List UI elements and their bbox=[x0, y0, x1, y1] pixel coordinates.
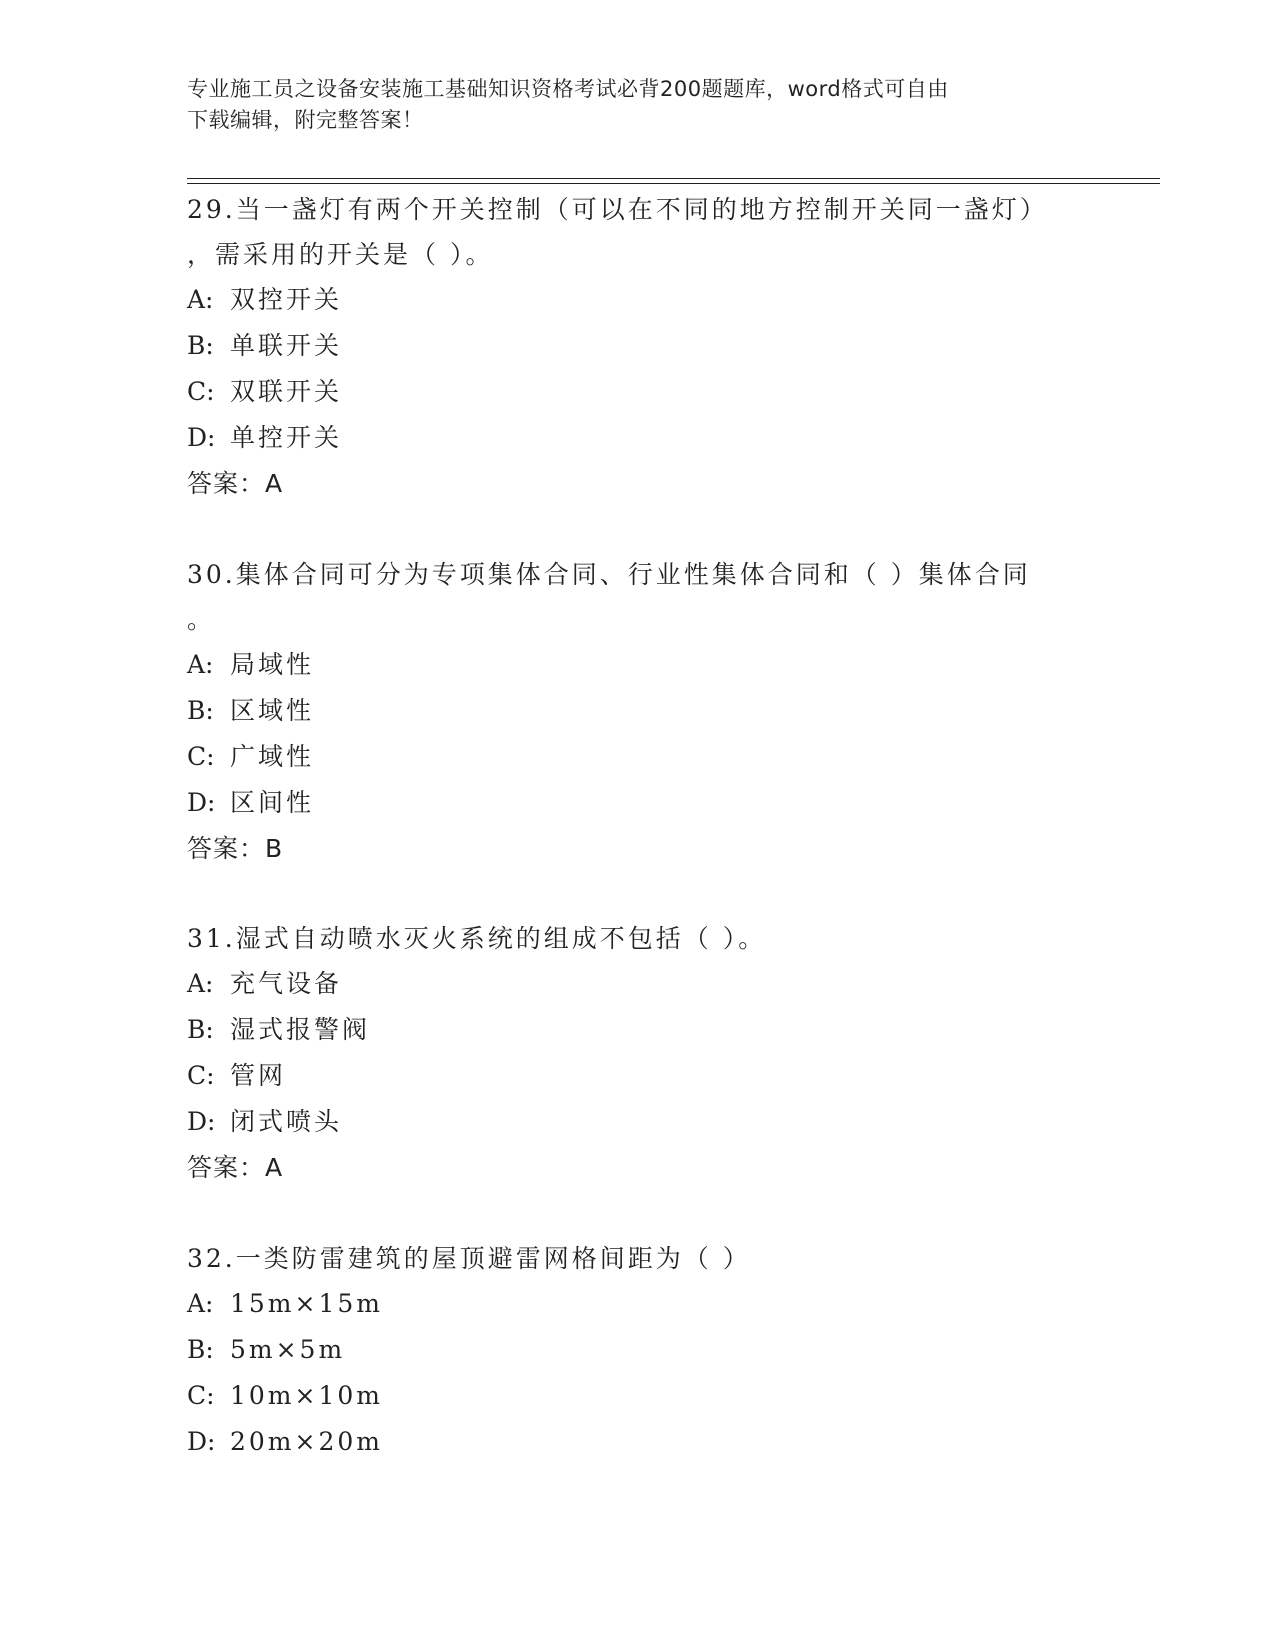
question-31 bbox=[187, 916, 1087, 1191]
header-line-2: 下载编辑，附完整答案！ bbox=[187, 108, 424, 132]
question-29 bbox=[187, 187, 1087, 507]
option-letter: C: bbox=[187, 1061, 215, 1090]
option-text: 5m×5m bbox=[230, 1335, 346, 1364]
option-a bbox=[187, 277, 1087, 323]
option-a bbox=[187, 642, 1087, 688]
option-b bbox=[187, 1007, 1087, 1053]
option-text: 双控开关 bbox=[230, 285, 343, 314]
option-text: 管网 bbox=[230, 1061, 287, 1090]
option-letter: C: bbox=[187, 1381, 215, 1410]
option-d bbox=[187, 780, 1087, 826]
option-letter: C: bbox=[187, 377, 215, 406]
answer-text: 答案：B bbox=[187, 834, 284, 863]
question-30 bbox=[187, 552, 1087, 872]
header-line-1: 专业施工员之设备安装施工基础知识资格考试必背200题题库，word格式可自由 bbox=[187, 77, 949, 101]
option-a bbox=[187, 1281, 1087, 1327]
option-letter: A: bbox=[187, 650, 214, 679]
option-b bbox=[187, 1327, 1087, 1373]
option-letter: A: bbox=[187, 285, 214, 314]
option-text: 15m×15m bbox=[230, 1289, 383, 1318]
option-a bbox=[187, 961, 1087, 1007]
option-letter: A: bbox=[187, 1289, 214, 1318]
question-text: 32.一类防雷建筑的屋顶避雷网格间距为（ ） bbox=[187, 1244, 751, 1273]
question-text: 29.当一盏灯有两个开关控制（可以在不同的地方控制开关同一盏灯） bbox=[187, 195, 1048, 224]
option-letter: C: bbox=[187, 742, 215, 771]
option-text: 局域性 bbox=[230, 650, 315, 679]
header-divider-bottom bbox=[187, 183, 1160, 184]
option-c bbox=[187, 1373, 1087, 1419]
option-letter: D: bbox=[187, 1427, 216, 1456]
option-letter: D: bbox=[187, 423, 216, 452]
question-text: 31.湿式自动喷水灭火系统的组成不包括（ ）。 bbox=[187, 924, 767, 953]
question-text: 30.集体合同可分为专项集体合同、行业性集体合同和（ ）集体合同 bbox=[187, 560, 1031, 589]
option-text: 单联开关 bbox=[230, 331, 343, 360]
option-letter: B: bbox=[187, 1335, 214, 1364]
option-text: 区间性 bbox=[230, 788, 315, 817]
question-text-continued: ，需采用的开关是（ ）。 bbox=[187, 240, 494, 269]
header-divider-top bbox=[187, 178, 1160, 179]
option-text: 充气设备 bbox=[230, 969, 343, 998]
option-text: 10m×10m bbox=[230, 1381, 383, 1410]
answer-text: 答案：A bbox=[187, 1153, 284, 1182]
option-c bbox=[187, 1053, 1087, 1099]
option-letter: B: bbox=[187, 1015, 214, 1044]
option-b bbox=[187, 323, 1087, 369]
question-text-continued: 。 bbox=[187, 605, 216, 634]
answer-text: 答案：A bbox=[187, 469, 284, 498]
option-d bbox=[187, 415, 1087, 461]
option-text: 湿式报警阀 bbox=[230, 1015, 371, 1044]
option-letter: A: bbox=[187, 969, 214, 998]
option-text: 20m×20m bbox=[230, 1427, 383, 1456]
question-32 bbox=[187, 1236, 1087, 1465]
option-d bbox=[187, 1099, 1087, 1145]
option-c bbox=[187, 369, 1087, 415]
document-header bbox=[187, 74, 1087, 136]
option-b bbox=[187, 688, 1087, 734]
option-letter: D: bbox=[187, 788, 216, 817]
option-letter: D: bbox=[187, 1107, 216, 1136]
option-letter: B: bbox=[187, 331, 214, 360]
option-c bbox=[187, 734, 1087, 780]
option-text: 单控开关 bbox=[230, 423, 343, 452]
option-d bbox=[187, 1419, 1087, 1465]
option-text: 区域性 bbox=[230, 696, 315, 725]
option-text: 双联开关 bbox=[230, 377, 343, 406]
option-text: 广域性 bbox=[230, 742, 315, 771]
option-letter: B: bbox=[187, 696, 214, 725]
option-text: 闭式喷头 bbox=[230, 1107, 343, 1136]
